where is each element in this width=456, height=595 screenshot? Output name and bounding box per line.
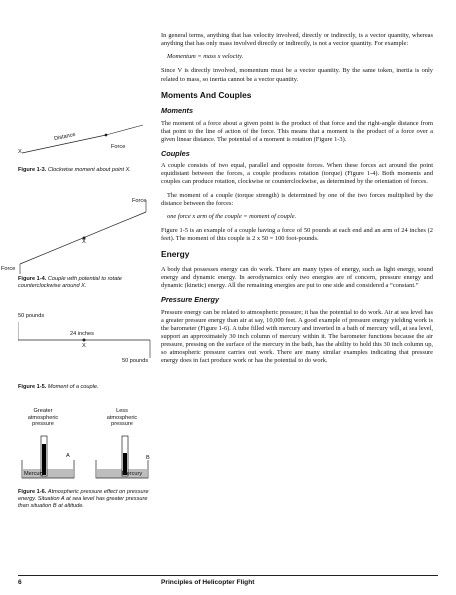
fig1-5-caption-number: Figure 1-5. — [18, 384, 47, 390]
fig1-6-caption-text: Atmospheric pressure effect on pressure energy. Situation A at sea level has greater pressure than situation B at altitude. — [18, 489, 149, 509]
fig1-4-label-x: X — [82, 239, 86, 245]
fig1-6-label-less-pressure: Less atmospheric pressure — [106, 408, 138, 428]
figure-1-6 — [18, 408, 152, 486]
momentum-equation: Momentum = mass x velocity. — [167, 53, 244, 61]
fig1-4-label-force-top: Force — [132, 198, 147, 204]
fig1-5-label-x: X — [82, 343, 86, 349]
fig1-3-label-distance: Distance — [53, 131, 77, 143]
figure-1-4-caption — [18, 276, 154, 290]
footer-book-title: Principles of Helicopter Flight — [161, 579, 255, 586]
fig1-6-caption-number: Figure 1-6. — [18, 489, 47, 495]
fig1-6-label-greater-pressure: Greater atmospheric pressure — [27, 408, 59, 428]
figure-1-3-caption — [18, 167, 154, 174]
figure-1-6-caption — [18, 489, 154, 510]
fig1-5-label-50-bottom: 50 pounds — [122, 358, 149, 364]
couple-equation: one force x arm of the couple = moment of couple. — [167, 212, 297, 220]
fig1-3-caption-text: Clockwise moment about point X. — [47, 167, 131, 173]
moments-paragraph: The moment of a force about a given point is the product of that force and the right-angle distance from that point to the line of action of the force. This means that a moment is the product of a force over a given linear distance. The potential of a moment is rotation (Figure 1-3). — [161, 119, 433, 143]
fig1-3-label-force: Force — [111, 144, 126, 150]
figure-1-3-diagram — [18, 120, 152, 170]
couples-paragraph-3: Figure 1-5 is an example of a couple having a force of 50 pounds at each end and an arm of 24 inches (2 feet). The moment of this couple is 2 x 50 = 100 foot-pounds. — [161, 226, 433, 243]
right-column — [161, 32, 433, 370]
footer-page-number: 6 — [18, 579, 22, 586]
figure-1-5 — [18, 313, 152, 383]
footer-divider — [18, 575, 438, 576]
fig1-3-label-x: X — [18, 149, 22, 155]
fig1-6-label-a: A — [66, 453, 70, 459]
fig1-5-caption-text: Moment of a couple. — [47, 384, 99, 390]
figure-1-5-caption — [18, 384, 154, 391]
couples-paragraph-2: The moment of a couple (torque strength) is determined by one of the two forces multiplied by the distance between the forces: — [161, 191, 433, 207]
fig1-6-label-mercury-left: Mercury — [24, 471, 45, 477]
pressure-energy-paragraph: Pressure energy can be related to atmospheric pressure; it has the potential to do work. Air at sea level has a greater pressure energy than air at say, 10,000 feet. A good example of pressure energy yielding work is the barometer (Figure 1-6). A tube filled with mercury and inverted in a bath of mercury will, at sea level, support an approximately 30 inch column of mercury within it. The barometer functions because the air pressure, pressing on the surface of the mercury in the bath, has the ability to hold this 30 inch column up, so atmospheric pressure carries out work. There are many similar examples indicating that pressure energy does in fact produce work or has the potential to do work. — [161, 308, 433, 365]
fig1-6-label-b: B — [146, 455, 150, 461]
fig1-3-caption-number: Figure 1-3. — [18, 167, 47, 173]
fig1-6-label-mercury-right: Mercury — [122, 471, 143, 477]
fig1-5-label-50-top: 50 pounds — [18, 313, 45, 319]
fig1-4-label-force-bottom: Force — [1, 266, 16, 272]
energy-paragraph: A body that possesses energy can do work. There are many types of energy, such as light energy, sound energy and dynamic energy. In aerodynamics only two energies are of concern, pressure energy and dynamic (kinetic) energy. All the remaining energies are put to one side and considered a “constant.” — [161, 265, 433, 290]
heading-moments: Moments — [161, 106, 194, 116]
heading-energy: Energy — [161, 249, 190, 260]
heading-moments-and-couples: Moments And Couples — [161, 89, 252, 100]
fig1-5-label-24-inches: 24 inches — [70, 331, 94, 337]
fig1-4-caption-text: Couple with potential to rotate counterclockwise around X. — [18, 276, 122, 289]
intro-paragraph-2: Since V is directly involved, momentum must be a vector quantity. By the same token, inertia is only related to mass, so inertia cannot be a vector quantity. — [161, 67, 433, 83]
heading-couples: Couples — [161, 148, 190, 158]
figure-1-3 — [18, 120, 152, 170]
figure-1-4-diagram — [18, 196, 152, 274]
heading-pressure-energy: Pressure Energy — [161, 295, 220, 305]
fig1-4-caption-number: Figure 1-4. — [18, 276, 47, 282]
intro-paragraph-1: In general terms, anything that has velocity involved, directly or indirectly, is a vector quantity, whereas anything that has only mass involved directly or indirectly, is not a vector quantity. For example: — [161, 32, 433, 48]
pivot-point-x — [83, 339, 86, 342]
couples-paragraph-1: A couple consists of two equal, parallel and opposite forces. When these forces act around the point equidistant between the forces, a couple produces rotation (torque) (Figure 1-4). Both moments and couples can produce rotation, clockwise or counterclockwise, as determined by the orientation of forces. — [161, 162, 433, 186]
force-vector-line — [106, 125, 143, 135]
figure-1-4 — [1, 196, 152, 274]
